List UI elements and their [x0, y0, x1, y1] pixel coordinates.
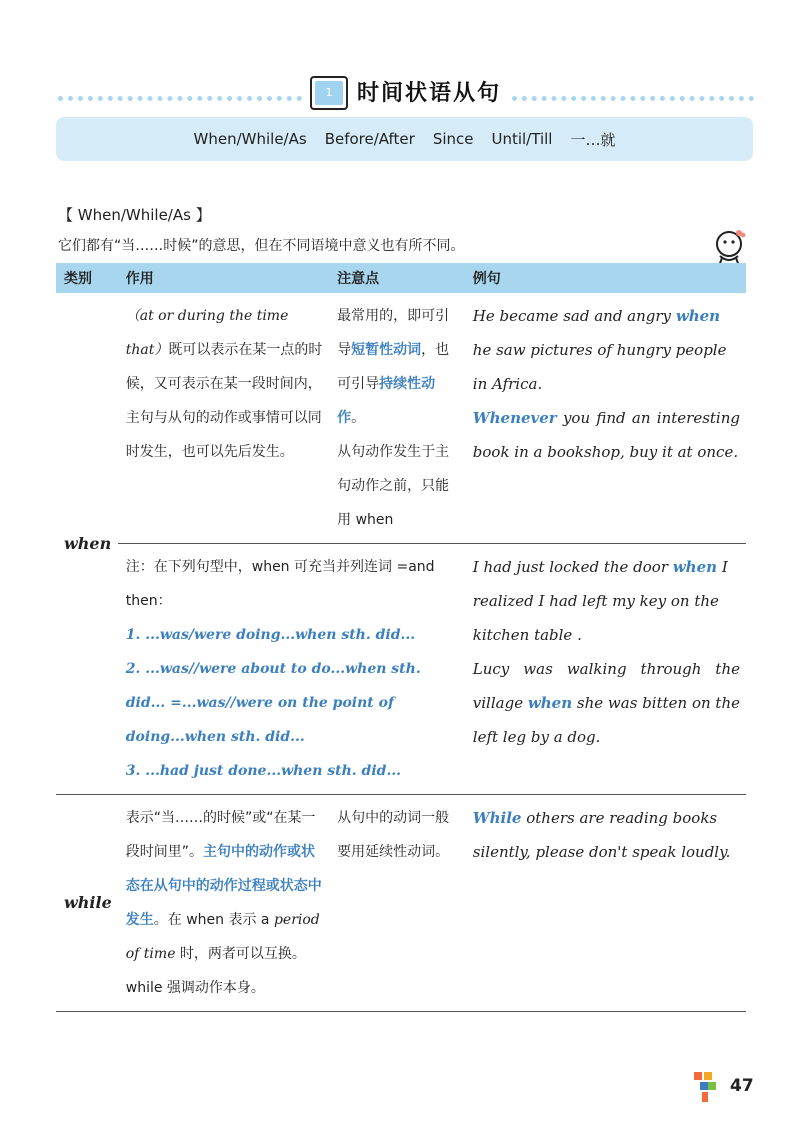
header-examples: 例句 — [465, 263, 746, 293]
topic-nav-bar — [56, 117, 753, 161]
section-number: 1 — [315, 81, 343, 105]
while-example-keyword: While — [472, 809, 522, 827]
when-examples-cell — [465, 293, 746, 544]
while-usage-keyword: 主句中的动作或状态在从句中的动作过程或状态中发生 — [125, 844, 322, 928]
category-when: when — [56, 293, 118, 795]
right-dotted-rule — [512, 96, 754, 101]
section-number-box — [310, 76, 348, 110]
example-4-keyword: when — [527, 694, 573, 712]
header-notes: 注意点 — [329, 263, 465, 293]
intro-text: 它们都有“当……时候”的意思，但在不同语境中意义也有所不同。 — [58, 238, 465, 254]
when-note-keyword-2: 持续性动作 — [337, 376, 436, 426]
example-3-keyword: when — [672, 558, 718, 576]
header-category: 类别 — [56, 263, 118, 293]
nav-item-before-after: Before/After — [324, 130, 415, 148]
example-1-keyword: when — [675, 307, 721, 325]
when-note-keyword-1: 短暂性动词 — [351, 342, 422, 358]
subheading: 【 When/While/As 】 — [58, 206, 211, 224]
example-4-pre: Lucy was walking through the village — [472, 660, 740, 712]
table-row-while — [56, 795, 746, 1012]
example-1-post: he saw pictures of hungry people in Africa. — [472, 341, 727, 393]
page-number: 47 — [730, 1076, 754, 1096]
nav-item-when-while-as: When/While/As — [193, 130, 307, 148]
while-usage-cell — [118, 795, 329, 1012]
example-2-keyword: Whenever — [472, 409, 557, 427]
when-pattern-intro: 注：在下列句型中，when 可充当并列连词 =and then： — [125, 559, 435, 609]
category-while: while — [56, 795, 118, 1012]
when-usage-cell — [118, 293, 329, 544]
while-usage-text-a: 表示“当……的时候”或“在某一段时间里”。 — [125, 810, 316, 860]
nav-item-until-till: Until/Till — [491, 130, 553, 148]
when-pattern-3: 3. ...had just done...when sth. did... — [125, 763, 402, 779]
when-pattern-2: 2. ...was//were about to do...when sth. did... =...was//were on the point of doing...when sth. did... — [125, 661, 421, 745]
example-2-post: you find an interesting book in a bookshop, buy it at once. — [472, 409, 740, 461]
table-row-when-main — [56, 293, 746, 544]
cartoon-character-icon — [712, 224, 752, 268]
when-note-text-3: 。 — [351, 410, 366, 426]
while-usage-text-d: 时，两者可以互换。while 强调动作本身。 — [125, 946, 306, 996]
when-notes-cell — [329, 293, 465, 544]
when-pattern-examples-cell — [465, 544, 746, 795]
left-dotted-rule — [58, 96, 302, 101]
when-note-text-1: 最常用的，即可引导 — [337, 308, 450, 358]
usage-table — [56, 263, 746, 1012]
while-usage-text-b: 。在 when 表示 a — [153, 912, 274, 928]
header-usage: 作用 — [118, 263, 329, 293]
table-header-row — [56, 263, 746, 293]
when-note-text-2: ，也可引导 — [337, 342, 450, 392]
example-3-pre: I had just locked the door — [472, 558, 673, 576]
example-4-post: she was bitten on the left leg by a dog. — [472, 694, 740, 746]
example-1-pre: He became sad and angry — [472, 307, 676, 325]
nav-item-since: Since — [432, 130, 474, 148]
when-pattern-cell — [118, 544, 465, 795]
while-notes-cell: 从句中的动词一般要用延续性动词。 — [329, 795, 465, 1012]
publisher-logo-icon — [692, 1070, 718, 1104]
while-examples-cell — [465, 795, 746, 1012]
when-usage-chinese: 既可以表示在某一点的时候，又可表示在某一段时间内，主句与从句的动作或事情可以同时发生，也可以先后发生。 — [125, 342, 323, 460]
nav-item-yi-jiu: 一…就 — [570, 130, 616, 149]
example-3-post: I realized I had left my key on the kitchen table . — [472, 558, 728, 644]
when-usage-english: （at or during the time that） — [125, 308, 289, 358]
table-row-when-note — [56, 544, 746, 795]
section-title: 时间状语从句 — [357, 81, 502, 106]
when-note-text-4: 从句动作发生于主句动作之前，只能用 when — [337, 444, 450, 528]
while-usage-text-c: period of time — [125, 912, 320, 962]
while-example-post: others are reading books silently, please don't speak loudly. — [472, 809, 731, 861]
when-pattern-1: 1. ...was/were doing...when sth. did... — [125, 627, 416, 643]
